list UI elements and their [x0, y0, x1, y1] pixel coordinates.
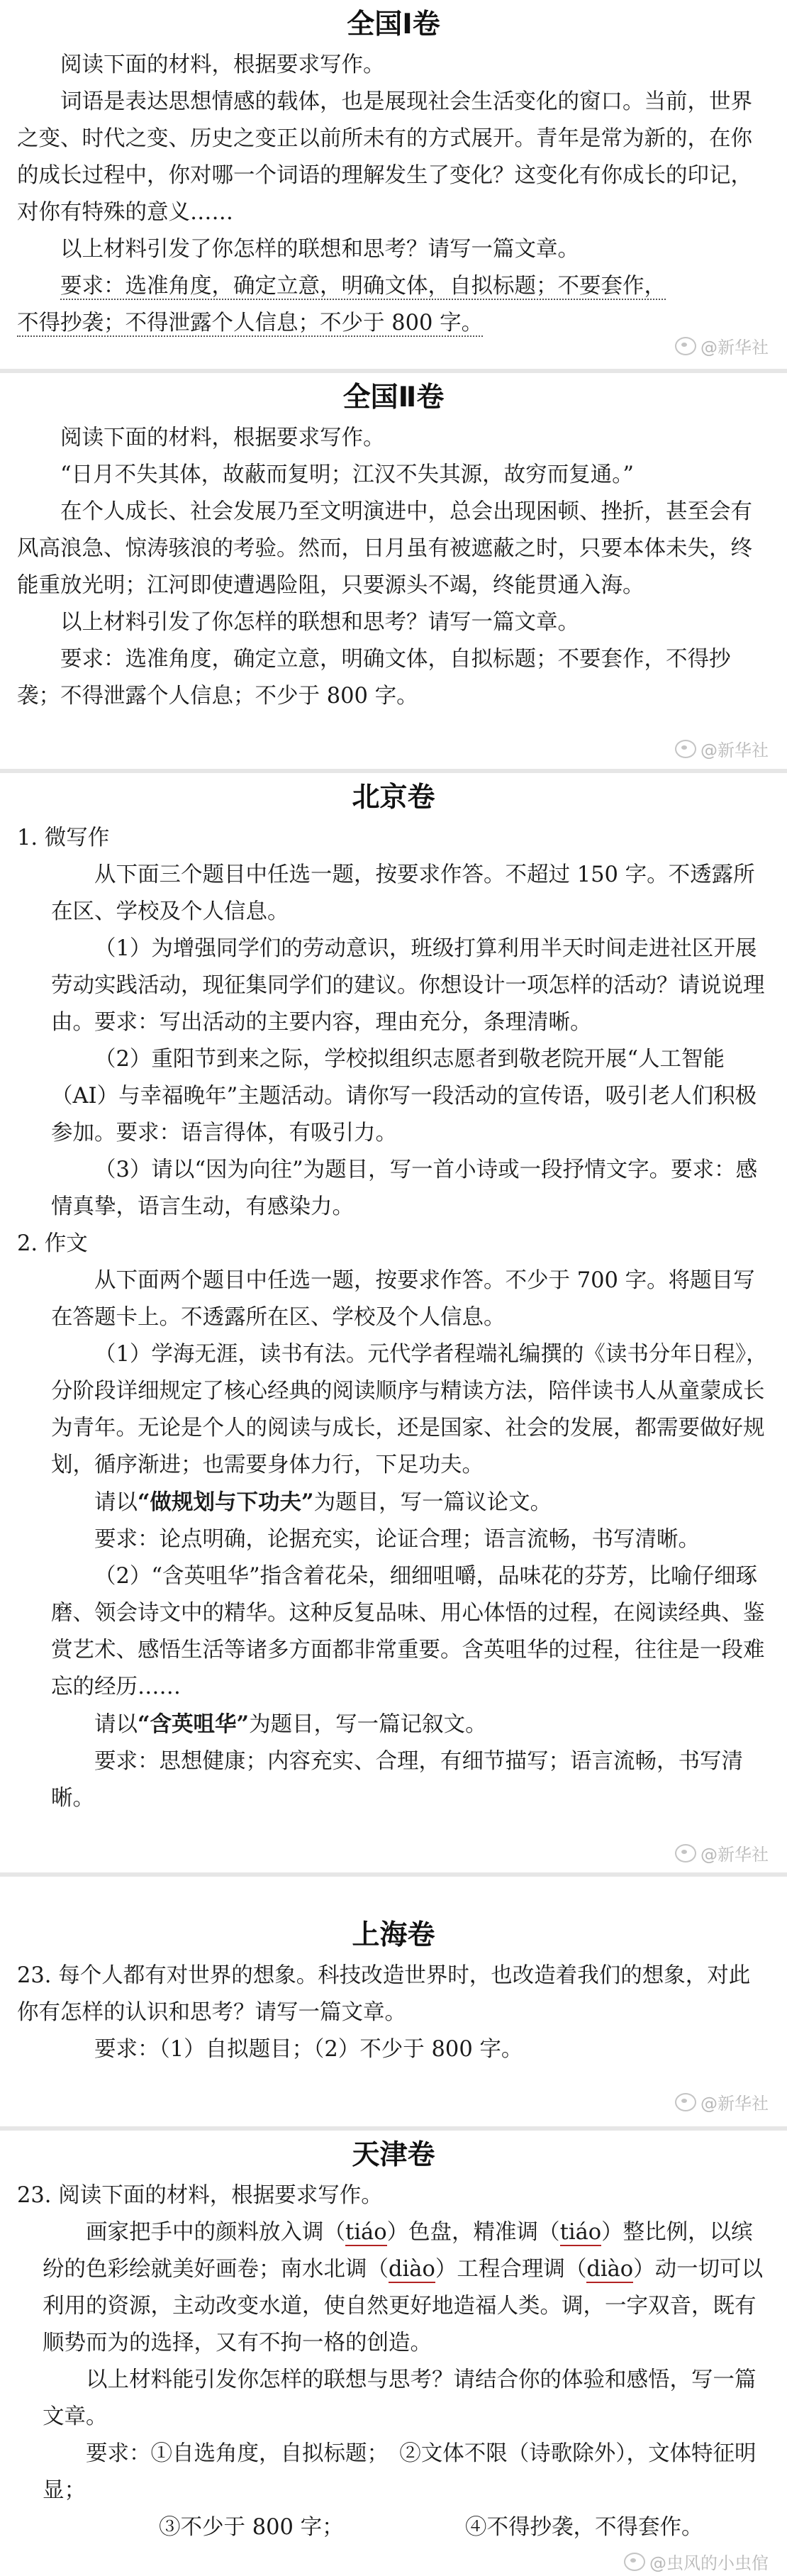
panel-title: 全国Ⅰ卷 [347, 9, 440, 40]
essay-1-prompt [17, 1484, 771, 1521]
panel-national-1 [0, 0, 787, 369]
material-text: ）整比例，以缤纷的色彩绘就美好画卷；南水北调（ [43, 2220, 753, 2282]
question-paragraph: 以上材料引发了你怎样的联想和思考？请写一篇文章。 [60, 610, 579, 635]
option-1: （1）为增强同学们的劳动意识，班级打算利用半天时间走进社区开展劳动实践活动，现征集同学们的建议。你想设计一项怎样的活动？请说说理由。要求：写出活动的主要内容，理由充分，条理清晰。 [51, 936, 765, 1035]
prompt-post: 为题目，写一篇议论文。 [313, 1490, 552, 1515]
requirement-row [17, 2509, 771, 2546]
material-paragraph: 在个人成长、社会发展乃至文明演进中，总会出现困顿、挫折，甚至会有风高浪急、惊涛骇浪的考验。然而，日月虽有被遮蔽之时，只要本体未失，终能重放光明；江河即使遭遇险阻，只要源头不竭，终能贯通入海。 [17, 499, 752, 598]
weibo-icon [675, 740, 696, 758]
requirement-3: ③不少于 800 字； [159, 2515, 344, 2540]
essay-2-material: （2）“含英咀华”指含着花朵，细细咀嚼，品味花的芬芳，比喻仔细琢磨、领会诗文中的精华。这种反复品味、用心体悟的过程，在阅读经典、鉴赏艺术、感悟生活等诸多方面都非常重要。含英咀华的过程，往往是一段难忘的经历…… [51, 1564, 765, 1699]
section-heading-micro-writing: 1. 微写作 [17, 826, 110, 850]
requirement-paragraph: 要求：①自选角度，自拟标题； ②文体不限（诗歌除外），文体特征明显； [43, 2441, 757, 2503]
material-paragraph [17, 2214, 771, 2362]
watermark-text: @新华社 [701, 338, 769, 357]
requirement-paragraph: 要求：选准角度，确定立意，明确文体，自拟标题；不要套作，不得抄袭；不得泄露个人信息；不少于 800 字。 [17, 647, 731, 709]
material-text: 画家把手中的颜料放入调（ [86, 2220, 345, 2245]
weibo-icon [675, 1844, 696, 1862]
requirement-4: ④不得抄袭，不得套作。 [465, 2515, 703, 2540]
material-text: ）动一切可以利用的资源，主动改变水道，使自然更好地造福人类。调，一字双音，既有顺势而为的选择，又有不拘一格的创造。 [43, 2257, 764, 2355]
weibo-icon [624, 2553, 645, 2571]
requirement-line-b: 不得抄袭；不得泄露个人信息；不少于 800 字。 [17, 311, 484, 335]
panel-body [0, 420, 787, 715]
pinyin-diao: diào [389, 2257, 435, 2282]
panel-body [0, 2177, 787, 2546]
question-23: 23. 每个人都有对世界的想象。科技改造世界时，也改造着我们的想象，对此你有怎样的认识和思考？请写一篇文章。 [17, 1963, 751, 2025]
panel-title: 北京卷 [352, 782, 435, 814]
essay-1-material: （1）学海无涯，读书有法。元代学者程端礼编撰的《读书分年日程》，分阶段详细规定了核心经典的阅读顺序与精读方法，陪伴读书人从童蒙成长为青年。无论是个人的阅读与成长，还是国家、社会的发展，都需要做好规划，循序渐进；也需要身体力行，下足功夫。 [51, 1342, 768, 1477]
question-paragraph: 以上材料引发了你怎样的联想和思考？请写一篇文章。 [60, 237, 579, 262]
watermark-text: @新华社 [701, 2094, 769, 2114]
watermark-text: @新华社 [701, 1845, 769, 1865]
panel-shanghai [0, 1877, 787, 2126]
material-text: ）工程合理调（ [435, 2257, 587, 2282]
watermark-text: @新华社 [701, 740, 769, 760]
prompt-title: “做规划与下功夫” [138, 1489, 314, 1515]
weibo-icon [675, 337, 696, 355]
section-intro: 从下面三个题目中任选一题，按要求作答。不超过 150 字。不透露所在区、学校及个人信息。 [51, 862, 755, 924]
essay-1-requirement: 要求：论点明确，论据充实，论证合理；语言流畅，书写清晰。 [94, 1527, 700, 1552]
panel-tianjin [0, 2131, 787, 2576]
watermark [675, 333, 769, 358]
panel-beijing [0, 773, 787, 1872]
option-2: （2）重阳节到来之际，学校拟组织志愿者到敬老院开展“人工智能（AI）与幸福晚年”主题活动。请你写一段活动的宣传语，吸引老人们积极参加。要求：语言得体，有吸引力。 [51, 1047, 757, 1145]
pinyin-tiao: tiáo [345, 2220, 387, 2245]
quote-paragraph: “日月不失其体，故蔽而复明；江汉不失其源，故穷而复通。” [60, 462, 634, 487]
section-intro: 从下面两个题目中任选一题，按要求作答。不少于 700 字。将题目写在答题卡上。不透露所在区、学校及个人信息。 [51, 1268, 755, 1330]
prompt-pre: 请以 [94, 1490, 138, 1515]
panel-body [0, 820, 787, 1817]
panel-body [0, 47, 787, 342]
requirement-paragraph [17, 268, 771, 305]
requirement-line-a: 要求：选准角度，确定立意，明确文体，自拟标题；不要套作， [60, 274, 666, 299]
material-text: ）色盘，精准调（ [386, 2220, 560, 2245]
weibo-icon [675, 2093, 696, 2111]
material-paragraph: 词语是表达思想情感的载体，也是展现社会生活变化的窗口。当前，世界之变、时代之变、历史之变正以前所未有的方式展开。青年是常为新的，在你的成长过程中，你对哪一个词语的理解发生了变化？这变化有你成长的印记，对你有特殊的意义…… [17, 89, 752, 225]
panel-title: 全国Ⅱ卷 [342, 382, 445, 413]
watermark-text: @虫风的小虫倌 [649, 2553, 769, 2573]
question-23: 23. 阅读下面的材料，根据要求写作。 [17, 2183, 383, 2208]
intro-paragraph: 阅读下面的材料，根据要求写作。 [60, 426, 385, 450]
panel-title: 天津卷 [352, 2139, 435, 2171]
watermark [675, 1841, 769, 1865]
intro-paragraph: 阅读下面的材料，根据要求写作。 [60, 52, 385, 77]
pinyin-tiao: tiáo [559, 2220, 602, 2245]
prompt-pre: 请以 [94, 1712, 138, 1737]
requirement-paragraph: 要求：（1）自拟题目；（2）不少于 800 字。 [94, 2037, 523, 2062]
panel-national-2 [0, 373, 787, 769]
section-heading-essay: 2. 作文 [17, 1231, 88, 1256]
watermark [624, 2549, 769, 2574]
option-3: （3）请以“因为向往”为题目，写一首小诗或一段抒情文字。要求：感情真挚，语言生动，有感染力。 [51, 1157, 758, 1219]
prompt-title: “含英咀华” [138, 1711, 250, 1737]
panel-body [0, 1958, 787, 2068]
panel-title: 上海卷 [352, 1919, 435, 1951]
question-paragraph: 以上材料能引发你怎样的联想与思考？请结合你的体验和感悟，写一篇文章。 [43, 2367, 757, 2429]
requirement-continuation [17, 305, 771, 342]
essay-2-requirement: 要求：思想健康；内容充实、合理，有细节描写；语言流畅，书写清晰。 [51, 1749, 743, 1811]
prompt-post: 为题目，写一篇记叙文。 [249, 1712, 487, 1737]
watermark [675, 736, 769, 761]
pinyin-diao: diào [586, 2257, 634, 2282]
watermark [675, 2089, 769, 2114]
essay-2-prompt [17, 1706, 771, 1743]
